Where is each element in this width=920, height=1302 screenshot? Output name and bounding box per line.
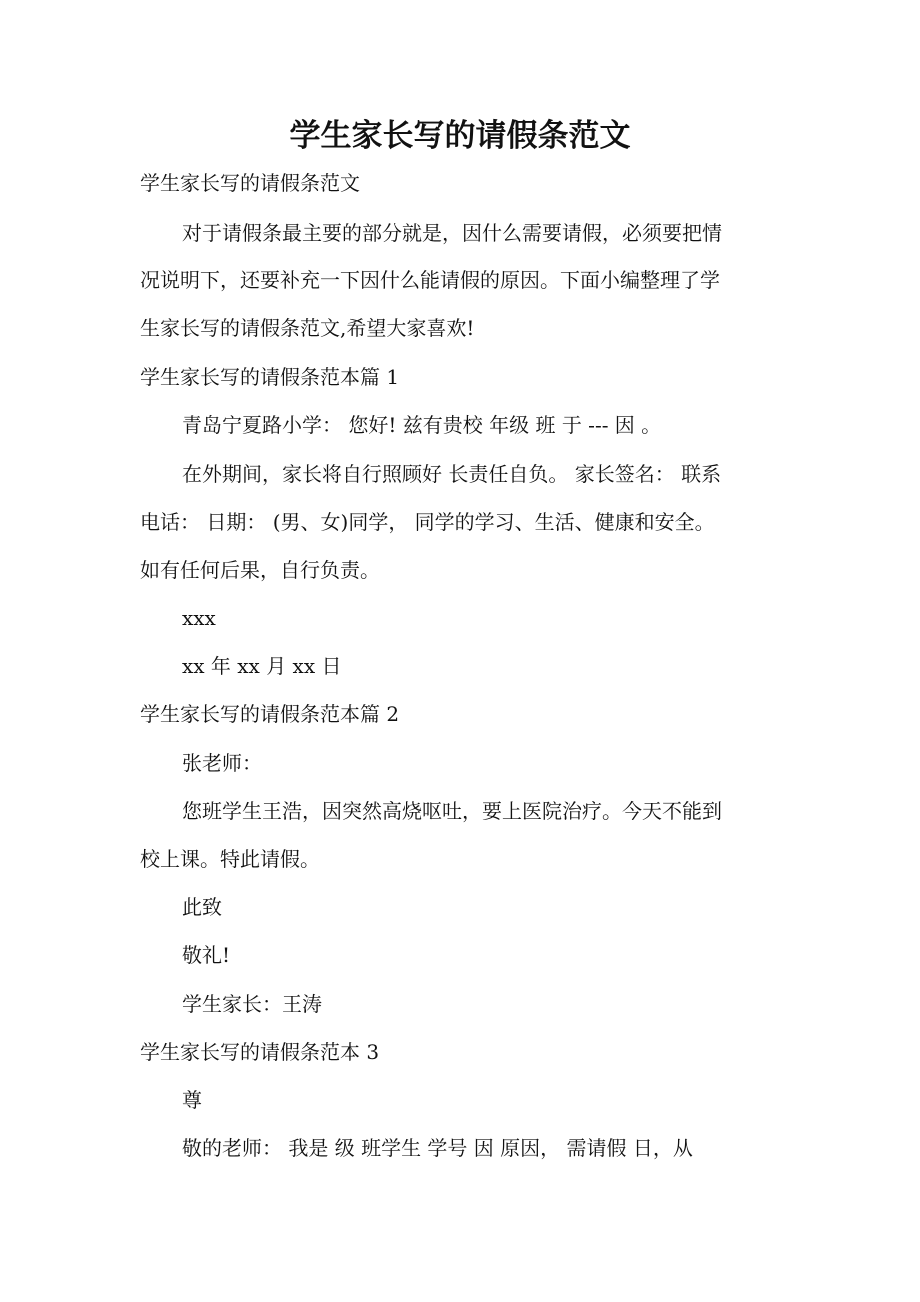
subtitle-line: 学生家长写的请假条范文: [140, 171, 360, 195]
sample2-salutation: 张老师：: [182, 751, 262, 775]
sample1-line-1: 青岛宁夏路小学： 您好! 兹有贵校 年级 班 于 --- 因 。: [182, 413, 662, 437]
document-title: 学生家长写的请假条范文: [289, 118, 631, 154]
sample2-signature: 学生家长：王涛: [182, 992, 322, 1016]
sample1-line-3: 电话： 日期： (男、女)同学， 同学的学习、生活、健康和安全。: [140, 510, 715, 534]
sample2-closing-2: 敬礼!: [182, 943, 231, 967]
intro-paragraph-line-1: 对于请假条最主要的部分就是，因什么需要请假，必须要把情: [182, 221, 722, 245]
sample2-closing-1: 此致: [182, 895, 222, 919]
sample2-body-line-2: 校上课。特此请假。: [140, 847, 320, 871]
section-heading-2: 学生家长写的请假条范本篇 2: [140, 702, 400, 726]
sample1-line-2: 在外期间，家长将自行照顾好 长责任自负。 家长签名： 联系: [182, 462, 722, 486]
sample3-line-2: 敬的老师： 我是 级 班学生 学号 因 原因， 需请假 日，从: [182, 1136, 693, 1160]
sample1-signature: xxx: [182, 606, 216, 630]
intro-paragraph-line-3: 生家长写的请假条范文,希望大家喜欢!: [140, 316, 475, 340]
sample1-date: xx 年 xx 月 xx 日: [182, 654, 342, 678]
intro-paragraph-line-2: 况说明下，还要补充一下因什么能请假的原因。下面小编整理了学: [140, 268, 720, 292]
section-heading-1: 学生家长写的请假条范本篇 1: [140, 365, 400, 389]
section-heading-3: 学生家长写的请假条范本 3: [140, 1040, 380, 1064]
sample1-line-4: 如有任何后果，自行负责。: [140, 558, 380, 582]
sample3-line-1: 尊: [182, 1088, 202, 1112]
sample2-body-line-1: 您班学生王浩，因突然高烧呕吐，要上医院治疗。今天不能到: [182, 799, 722, 823]
